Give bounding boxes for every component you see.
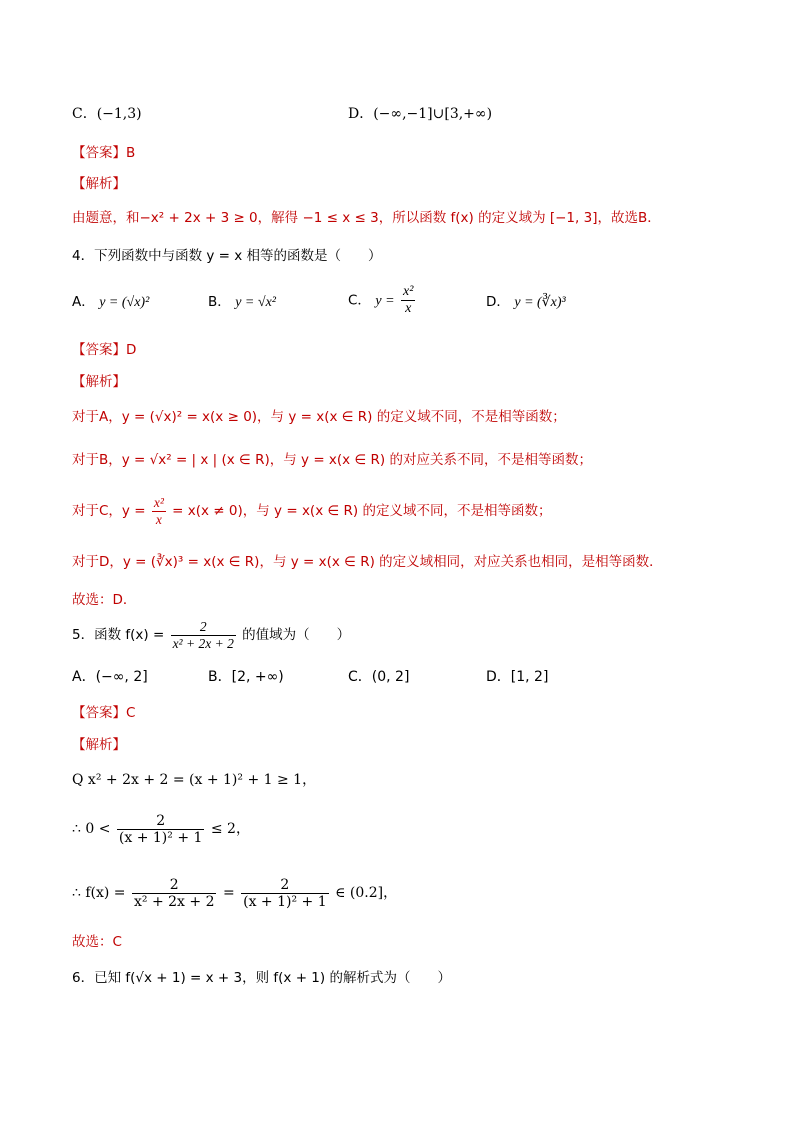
q4-line-c-numerator: x²: [153, 494, 164, 510]
q5-stem-fraction: [171, 619, 236, 652]
q5-step-3-pre: ∴ f(x) =: [72, 885, 126, 901]
q4-option-a-formula: y = (√x)²: [99, 295, 150, 310]
q4-option-c-lhs: y =: [375, 293, 395, 309]
q5-conclusion: 故选：C: [72, 934, 122, 950]
q4-line-c-denominator: x: [155, 511, 162, 527]
q5-stem-post: 的值域为（ ）: [242, 627, 351, 643]
q5-step-3-denominator-2: (x + 1)² + 1: [243, 893, 327, 910]
q5-step-2-pre: ∴ 0 <: [72, 821, 111, 837]
q4-option-a: [72, 292, 149, 313]
q5-step-2-numerator: 2: [117, 813, 205, 830]
q5-step-3-equals: =: [222, 885, 235, 901]
q4-line-c-pre: 对于C，y =: [72, 503, 146, 519]
q5-option-b: B．[2, +∞): [208, 669, 284, 685]
q4-option-c: [348, 284, 417, 317]
q4-line-c-post: = x(x ≠ 0)，与 y = x(x ∈ R) 的定义域不同，不是相等函数；: [172, 503, 552, 519]
q4-analysis-label: 【解析】: [72, 374, 126, 390]
q3-analysis-label: 【解析】: [72, 176, 126, 192]
q5-step-3-fraction-1: [132, 877, 216, 910]
q4-option-d: [486, 292, 566, 313]
q5-step-2-fraction: [117, 813, 205, 846]
q4-option-b-label: B．: [208, 294, 231, 310]
q4-answer: 【答案】D: [72, 342, 137, 358]
q5-step-3-numerator-2: 2: [241, 877, 329, 894]
q5-step-3-fraction-2: [241, 877, 329, 910]
q5-step-3: [72, 876, 397, 910]
q4-option-c-denominator: x: [405, 301, 412, 316]
q4-line-c-fraction: [152, 495, 166, 528]
q3-analysis-text: 由题意，和−x² + 2x + 3 ≥ 0，解得 −1 ≤ x ≤ 3，所以函数 f(x) 的定义域为 [−1, 3]，故选B．: [72, 210, 661, 226]
q5-option-d: D．[1, 2]: [486, 669, 549, 685]
q5-stem: [72, 618, 350, 652]
q5-step-3-numerator-1: 2: [132, 877, 216, 894]
q6-stem: 6．已知 f(√x + 1) = x + 3，则 f(x + 1) 的解析式为（ ）: [72, 970, 451, 986]
q5-option-c: C．(0, 2]: [348, 669, 410, 685]
q5-step-1: Q x² + 2x + 2 = (x + 1)² + 1 ≥ 1，: [72, 772, 317, 788]
q5-option-a: A．(−∞, 2]: [72, 669, 148, 685]
q5-analysis-label: 【解析】: [72, 737, 126, 753]
q4-analysis-line-b: 对于B，y = √x² = | x | (x ∈ R)，与 y = x(x ∈ R) 的对应关系不同，不是相等函数；: [72, 452, 592, 468]
q4-option-d-label: D．: [486, 294, 510, 310]
q5-step-3-denominator-1: x² + 2x + 2: [134, 893, 215, 910]
q4-option-b-formula: y = √x²: [235, 295, 276, 310]
q4-option-d-formula: y = (∛x)³: [514, 295, 566, 310]
q4-option-c-numerator: x²: [403, 284, 414, 299]
q5-step-3-post: ∈ (0.2]，: [335, 885, 398, 901]
q4-option-c-label: C．: [348, 292, 371, 309]
q5-stem-pre: 5．函数 f(x) =: [72, 627, 165, 643]
q5-stem-numerator: 2: [171, 619, 236, 636]
q5-step-2-denominator: (x + 1)² + 1: [118, 829, 203, 846]
q4-option-b: [208, 292, 276, 313]
q3-answer: 【答案】B: [72, 145, 136, 161]
q4-analysis-line-d: 对于D，y = (∛x)³ = x(x ∈ R)，与 y = x(x ∈ R) 的定义域相同，对应关系也相同，是相等函数．: [72, 554, 663, 570]
q5-step-2-post: ≤ 2，: [210, 821, 250, 837]
q3-option-c: C．(−1,3): [72, 106, 142, 122]
q5-stem-denominator: x² + 2x + 2: [172, 635, 234, 651]
q3-option-d: D．(−∞,−1]∪[3,+∞): [348, 106, 493, 122]
q4-conclusion: 故选：D．: [72, 592, 137, 608]
q4-option-c-fraction: [401, 284, 415, 317]
q4-stem: 4．下列函数中与函数 y = x 相等的函数是（ ）: [72, 248, 382, 264]
q4-analysis-line-c: [72, 494, 551, 528]
q4-option-a-label: A．: [72, 294, 95, 310]
q5-step-2: [72, 812, 250, 846]
q5-answer: 【答案】C: [72, 705, 136, 721]
q4-analysis-line-a: 对于A，y = (√x)² = x(x ≥ 0)，与 y = x(x ∈ R) 的定义域不同，不是相等函数；: [72, 409, 566, 425]
